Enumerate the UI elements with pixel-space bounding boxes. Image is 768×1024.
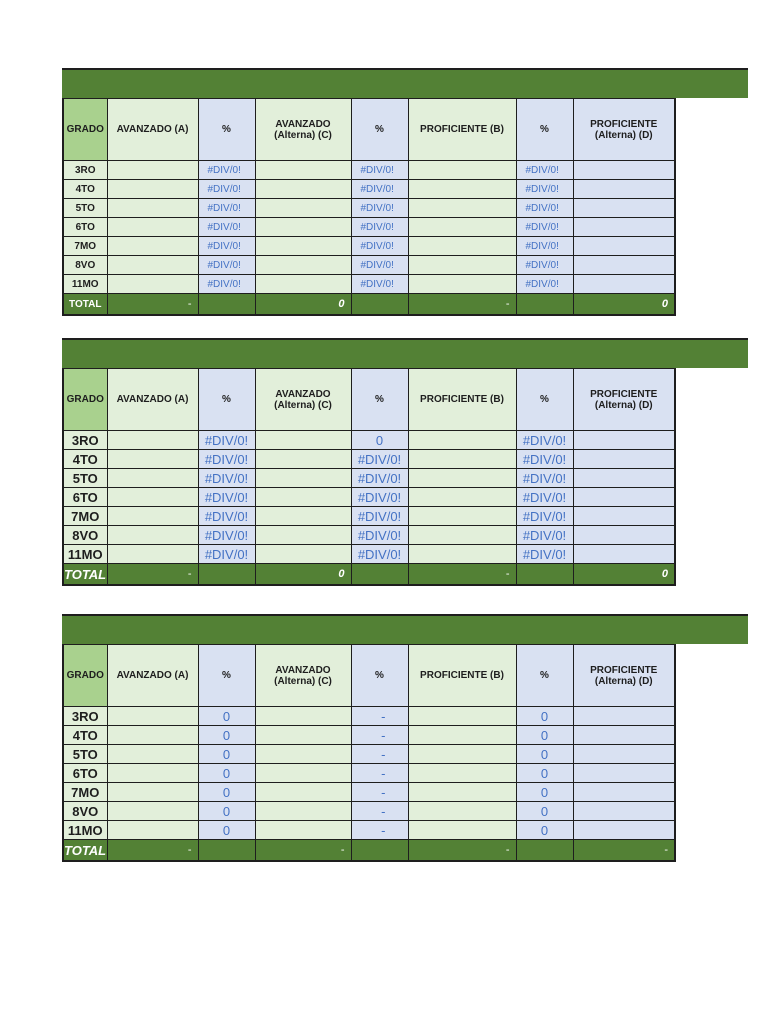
avanzado-a-cell[interactable]: [107, 821, 198, 840]
proficiente-d-cell[interactable]: [573, 764, 675, 783]
table-row: [63, 726, 675, 745]
pct-1-cell[interactable]: 0: [198, 821, 255, 840]
proficiente-d-cell[interactable]: [573, 707, 675, 726]
proficiente-b-cell[interactable]: [408, 180, 516, 199]
proficiente-d-cell[interactable]: [573, 256, 675, 275]
avanzado-c-cell[interactable]: [255, 745, 351, 764]
grade-label[interactable]: 3RO: [63, 431, 107, 450]
pct-2-cell[interactable]: #DIV/0!: [351, 526, 408, 545]
grade-label[interactable]: 4TO: [63, 450, 107, 469]
proficiente-b-cell[interactable]: [408, 726, 516, 745]
pct-3-cell[interactable]: 0: [516, 764, 573, 783]
table-row: [63, 256, 675, 275]
total-pct-3: [516, 294, 573, 316]
total-label: TOTAL: [63, 294, 107, 316]
header-pct-2: %: [351, 99, 408, 161]
total-row: [63, 294, 675, 316]
total-c: -: [255, 840, 351, 862]
pct-3-cell[interactable]: 0: [516, 726, 573, 745]
total-b: -: [408, 840, 516, 862]
pct-1-cell[interactable]: 0: [198, 764, 255, 783]
avanzado-c-cell[interactable]: [255, 469, 351, 488]
pct-1-cell[interactable]: #DIV/0!: [198, 218, 255, 237]
results-table-2: [62, 368, 676, 586]
results-table-3: [62, 644, 676, 862]
pct-2-cell[interactable]: -: [351, 802, 408, 821]
total-c: 0: [255, 564, 351, 586]
pct-3-cell[interactable]: #DIV/0!: [516, 488, 573, 507]
avanzado-a-cell[interactable]: [107, 218, 198, 237]
pct-3-cell[interactable]: #DIV/0!: [516, 275, 573, 294]
pct-2-cell[interactable]: #DIV/0!: [351, 469, 408, 488]
proficiente-d-cell[interactable]: [573, 180, 675, 199]
grade-label[interactable]: 4TO: [63, 180, 107, 199]
header-proficiente-b: PROFICIENTE (B): [408, 645, 516, 707]
total-d: -: [573, 840, 675, 862]
avanzado-a-cell[interactable]: [107, 764, 198, 783]
pct-1-cell[interactable]: #DIV/0!: [198, 507, 255, 526]
pct-3-cell[interactable]: #DIV/0!: [516, 450, 573, 469]
header-avanzado-c: AVANZADO (Alterna) (C): [255, 645, 351, 707]
proficiente-b-cell[interactable]: [408, 764, 516, 783]
grade-label[interactable]: 5TO: [63, 745, 107, 764]
grade-label[interactable]: 6TO: [63, 488, 107, 507]
avanzado-a-cell[interactable]: [107, 275, 198, 294]
total-d: 0: [573, 564, 675, 586]
proficiente-d-cell[interactable]: [573, 450, 675, 469]
header-pct-3: %: [516, 645, 573, 707]
proficiente-b-cell[interactable]: [408, 199, 516, 218]
avanzado-a-cell[interactable]: [107, 802, 198, 821]
proficiente-b-cell[interactable]: [408, 237, 516, 256]
grade-label[interactable]: 5TO: [63, 199, 107, 218]
pct-3-cell[interactable]: 0: [516, 821, 573, 840]
avanzado-a-cell[interactable]: [107, 431, 198, 450]
grade-label[interactable]: 6TO: [63, 218, 107, 237]
pct-1-cell[interactable]: #DIV/0!: [198, 180, 255, 199]
total-pct-1: [198, 294, 255, 316]
avanzado-c-cell[interactable]: [255, 275, 351, 294]
avanzado-c-cell[interactable]: [255, 507, 351, 526]
proficiente-b-cell[interactable]: [408, 161, 516, 180]
table-header-row: [63, 645, 675, 707]
proficiente-d-cell[interactable]: [573, 545, 675, 564]
total-pct-3: [516, 564, 573, 586]
avanzado-a-cell[interactable]: [107, 707, 198, 726]
avanzado-a-cell[interactable]: [107, 199, 198, 218]
total-pct-2: [351, 564, 408, 586]
header-pct-3: %: [516, 99, 573, 161]
section-header-band: [62, 338, 748, 368]
proficiente-b-cell[interactable]: [408, 275, 516, 294]
header-avanzado-c: AVANZADO (Alterna) (C): [255, 369, 351, 431]
proficiente-b-cell[interactable]: [408, 256, 516, 275]
proficiente-d-cell[interactable]: [573, 218, 675, 237]
pct-3-cell[interactable]: #DIV/0!: [516, 526, 573, 545]
table-row: [63, 237, 675, 256]
proficiente-b-cell[interactable]: [408, 802, 516, 821]
table-row: [63, 199, 675, 218]
pct-3-cell[interactable]: 0: [516, 783, 573, 802]
pct-2-cell[interactable]: -: [351, 726, 408, 745]
avanzado-a-cell[interactable]: [107, 507, 198, 526]
proficiente-b-cell[interactable]: [408, 526, 516, 545]
pct-2-cell[interactable]: -: [351, 707, 408, 726]
total-a: -: [107, 294, 198, 316]
avanzado-a-cell[interactable]: [107, 488, 198, 507]
avanzado-a-cell[interactable]: [107, 545, 198, 564]
pct-3-cell[interactable]: #DIV/0!: [516, 545, 573, 564]
pct-2-cell[interactable]: #DIV/0!: [351, 199, 408, 218]
proficiente-b-cell[interactable]: [408, 545, 516, 564]
proficiente-b-cell[interactable]: [408, 821, 516, 840]
table-row: [63, 180, 675, 199]
section-header-band: [62, 614, 748, 644]
pct-1-cell[interactable]: #DIV/0!: [198, 431, 255, 450]
grade-label[interactable]: 7MO: [63, 237, 107, 256]
header-pct-2: %: [351, 369, 408, 431]
avanzado-c-cell[interactable]: [255, 450, 351, 469]
proficiente-d-cell[interactable]: [573, 431, 675, 450]
pct-3-cell[interactable]: #DIV/0!: [516, 469, 573, 488]
proficiente-d-cell[interactable]: [573, 526, 675, 545]
avanzado-c-cell[interactable]: [255, 707, 351, 726]
proficiente-d-cell[interactable]: [573, 199, 675, 218]
pct-2-cell[interactable]: -: [351, 745, 408, 764]
header-grado: GRADO: [63, 99, 107, 161]
table-row: [63, 526, 675, 545]
pct-3-cell[interactable]: #DIV/0!: [516, 180, 573, 199]
proficiente-d-cell[interactable]: [573, 821, 675, 840]
grade-label[interactable]: 7MO: [63, 507, 107, 526]
header-avanzado-a: AVANZADO (A): [107, 99, 198, 161]
header-pct-2: %: [351, 645, 408, 707]
grade-label[interactable]: 7MO: [63, 783, 107, 802]
header-grado: GRADO: [63, 369, 107, 431]
pct-2-cell[interactable]: #DIV/0!: [351, 218, 408, 237]
pct-1-cell[interactable]: #DIV/0!: [198, 526, 255, 545]
header-proficiente-d: PROFICIENTE (Alterna) (D): [573, 645, 675, 707]
grade-label[interactable]: 11MO: [63, 545, 107, 564]
pct-3-cell[interactable]: #DIV/0!: [516, 199, 573, 218]
total-d: 0: [573, 294, 675, 316]
pct-1-cell[interactable]: 0: [198, 802, 255, 821]
grade-label[interactable]: 3RO: [63, 707, 107, 726]
total-pct-1: [198, 564, 255, 586]
pct-2-cell[interactable]: #DIV/0!: [351, 545, 408, 564]
avanzado-a-cell[interactable]: [107, 783, 198, 802]
table-row: [63, 275, 675, 294]
avanzado-c-cell[interactable]: [255, 218, 351, 237]
pct-3-cell[interactable]: #DIV/0!: [516, 431, 573, 450]
pct-2-cell[interactable]: #DIV/0!: [351, 237, 408, 256]
header-grado: GRADO: [63, 645, 107, 707]
avanzado-c-cell[interactable]: [255, 199, 351, 218]
proficiente-d-cell[interactable]: [573, 488, 675, 507]
avanzado-c-cell[interactable]: [255, 526, 351, 545]
pct-3-cell[interactable]: 0: [516, 707, 573, 726]
header-avanzado-c: AVANZADO (Alterna) (C): [255, 99, 351, 161]
pct-1-cell[interactable]: #DIV/0!: [198, 545, 255, 564]
avanzado-a-cell[interactable]: [107, 526, 198, 545]
pct-2-cell[interactable]: #DIV/0!: [351, 450, 408, 469]
total-b: -: [408, 564, 516, 586]
total-pct-2: [351, 294, 408, 316]
header-proficiente-b: PROFICIENTE (B): [408, 99, 516, 161]
avanzado-a-cell[interactable]: [107, 256, 198, 275]
avanzado-a-cell[interactable]: [107, 469, 198, 488]
header-pct-1: %: [198, 369, 255, 431]
pct-3-cell[interactable]: #DIV/0!: [516, 256, 573, 275]
table-row: [63, 488, 675, 507]
grade-label[interactable]: 8VO: [63, 256, 107, 275]
pct-1-cell[interactable]: #DIV/0!: [198, 237, 255, 256]
proficiente-b-cell[interactable]: [408, 431, 516, 450]
avanzado-a-cell[interactable]: [107, 745, 198, 764]
table-row: [63, 469, 675, 488]
avanzado-c-cell[interactable]: [255, 821, 351, 840]
avanzado-c-cell[interactable]: [255, 764, 351, 783]
grade-label[interactable]: 6TO: [63, 764, 107, 783]
avanzado-c-cell[interactable]: [255, 726, 351, 745]
proficiente-b-cell[interactable]: [408, 218, 516, 237]
grade-label[interactable]: 8VO: [63, 802, 107, 821]
pct-2-cell[interactable]: -: [351, 764, 408, 783]
avanzado-c-cell[interactable]: [255, 256, 351, 275]
proficiente-b-cell[interactable]: [408, 745, 516, 764]
proficiente-b-cell[interactable]: [408, 707, 516, 726]
proficiente-b-cell[interactable]: [408, 488, 516, 507]
total-a: -: [107, 564, 198, 586]
pct-3-cell[interactable]: #DIV/0!: [516, 161, 573, 180]
pct-1-cell[interactable]: #DIV/0!: [198, 469, 255, 488]
avanzado-c-cell[interactable]: [255, 161, 351, 180]
total-b: -: [408, 294, 516, 316]
avanzado-a-cell[interactable]: [107, 726, 198, 745]
proficiente-d-cell[interactable]: [573, 161, 675, 180]
proficiente-b-cell[interactable]: [408, 469, 516, 488]
pct-2-cell[interactable]: #DIV/0!: [351, 256, 408, 275]
total-pct-2: [351, 840, 408, 862]
grade-label[interactable]: 3RO: [63, 161, 107, 180]
grade-label[interactable]: 4TO: [63, 726, 107, 745]
avanzado-a-cell[interactable]: [107, 237, 198, 256]
results-table-1: [62, 98, 676, 316]
pct-1-cell[interactable]: #DIV/0!: [198, 488, 255, 507]
total-pct-1: [198, 840, 255, 862]
grade-label[interactable]: 11MO: [63, 821, 107, 840]
table-row: [63, 161, 675, 180]
proficiente-d-cell[interactable]: [573, 275, 675, 294]
grade-label[interactable]: 8VO: [63, 526, 107, 545]
proficiente-d-cell[interactable]: [573, 802, 675, 821]
proficiente-d-cell[interactable]: [573, 507, 675, 526]
table-row: [63, 745, 675, 764]
pct-2-cell[interactable]: 0: [351, 431, 408, 450]
header-proficiente-d: PROFICIENTE (Alterna) (D): [573, 369, 675, 431]
table-row: [63, 431, 675, 450]
pct-2-cell[interactable]: -: [351, 783, 408, 802]
table-row: [63, 218, 675, 237]
table-row: [63, 802, 675, 821]
total-a: -: [107, 840, 198, 862]
total-pct-3: [516, 840, 573, 862]
table-block-3: [62, 614, 748, 862]
table-block-2: [62, 338, 748, 586]
pct-1-cell[interactable]: #DIV/0!: [198, 450, 255, 469]
pct-1-cell[interactable]: #DIV/0!: [198, 275, 255, 294]
table-block-1: [62, 68, 748, 316]
avanzado-c-cell[interactable]: [255, 180, 351, 199]
pct-1-cell[interactable]: #DIV/0!: [198, 256, 255, 275]
pct-3-cell[interactable]: #DIV/0!: [516, 507, 573, 526]
avanzado-c-cell[interactable]: [255, 431, 351, 450]
table-row: [63, 783, 675, 802]
avanzado-c-cell[interactable]: [255, 545, 351, 564]
avanzado-c-cell[interactable]: [255, 237, 351, 256]
pct-2-cell[interactable]: #DIV/0!: [351, 275, 408, 294]
avanzado-a-cell[interactable]: [107, 450, 198, 469]
proficiente-d-cell[interactable]: [573, 726, 675, 745]
pct-1-cell[interactable]: 0: [198, 707, 255, 726]
total-c: 0: [255, 294, 351, 316]
header-pct-1: %: [198, 645, 255, 707]
pct-2-cell[interactable]: #DIV/0!: [351, 161, 408, 180]
avanzado-a-cell[interactable]: [107, 180, 198, 199]
pct-1-cell[interactable]: 0: [198, 745, 255, 764]
total-row: [63, 840, 675, 862]
table-row: [63, 507, 675, 526]
proficiente-b-cell[interactable]: [408, 783, 516, 802]
section-header-band: [62, 68, 748, 98]
pct-3-cell[interactable]: 0: [516, 745, 573, 764]
proficiente-d-cell[interactable]: [573, 745, 675, 764]
header-proficiente-b: PROFICIENTE (B): [408, 369, 516, 431]
pct-3-cell[interactable]: 0: [516, 802, 573, 821]
header-avanzado-a: AVANZADO (A): [107, 369, 198, 431]
pct-1-cell[interactable]: #DIV/0!: [198, 199, 255, 218]
proficiente-d-cell[interactable]: [573, 783, 675, 802]
pct-2-cell[interactable]: #DIV/0!: [351, 488, 408, 507]
grade-label[interactable]: 5TO: [63, 469, 107, 488]
total-label: TOTAL: [63, 564, 107, 586]
table-header-row: [63, 99, 675, 161]
table-row: [63, 545, 675, 564]
proficiente-d-cell[interactable]: [573, 469, 675, 488]
table-row: [63, 450, 675, 469]
table-row: [63, 707, 675, 726]
pct-2-cell[interactable]: -: [351, 821, 408, 840]
header-pct-1: %: [198, 99, 255, 161]
pct-3-cell[interactable]: #DIV/0!: [516, 237, 573, 256]
avanzado-c-cell[interactable]: [255, 488, 351, 507]
proficiente-d-cell[interactable]: [573, 237, 675, 256]
proficiente-b-cell[interactable]: [408, 450, 516, 469]
grade-label[interactable]: 11MO: [63, 275, 107, 294]
header-proficiente-d: PROFICIENTE (Alterna) (D): [573, 99, 675, 161]
pct-3-cell[interactable]: #DIV/0!: [516, 218, 573, 237]
pct-2-cell[interactable]: #DIV/0!: [351, 180, 408, 199]
table-row: [63, 821, 675, 840]
total-row: [63, 564, 675, 586]
header-pct-3: %: [516, 369, 573, 431]
total-label: TOTAL: [63, 840, 107, 862]
pct-1-cell[interactable]: 0: [198, 783, 255, 802]
table-row: [63, 764, 675, 783]
avanzado-c-cell[interactable]: [255, 783, 351, 802]
avanzado-a-cell[interactable]: [107, 161, 198, 180]
pct-1-cell[interactable]: 0: [198, 726, 255, 745]
table-header-row: [63, 369, 675, 431]
avanzado-c-cell[interactable]: [255, 802, 351, 821]
pct-1-cell[interactable]: #DIV/0!: [198, 161, 255, 180]
proficiente-b-cell[interactable]: [408, 507, 516, 526]
header-avanzado-a: AVANZADO (A): [107, 645, 198, 707]
pct-2-cell[interactable]: #DIV/0!: [351, 507, 408, 526]
